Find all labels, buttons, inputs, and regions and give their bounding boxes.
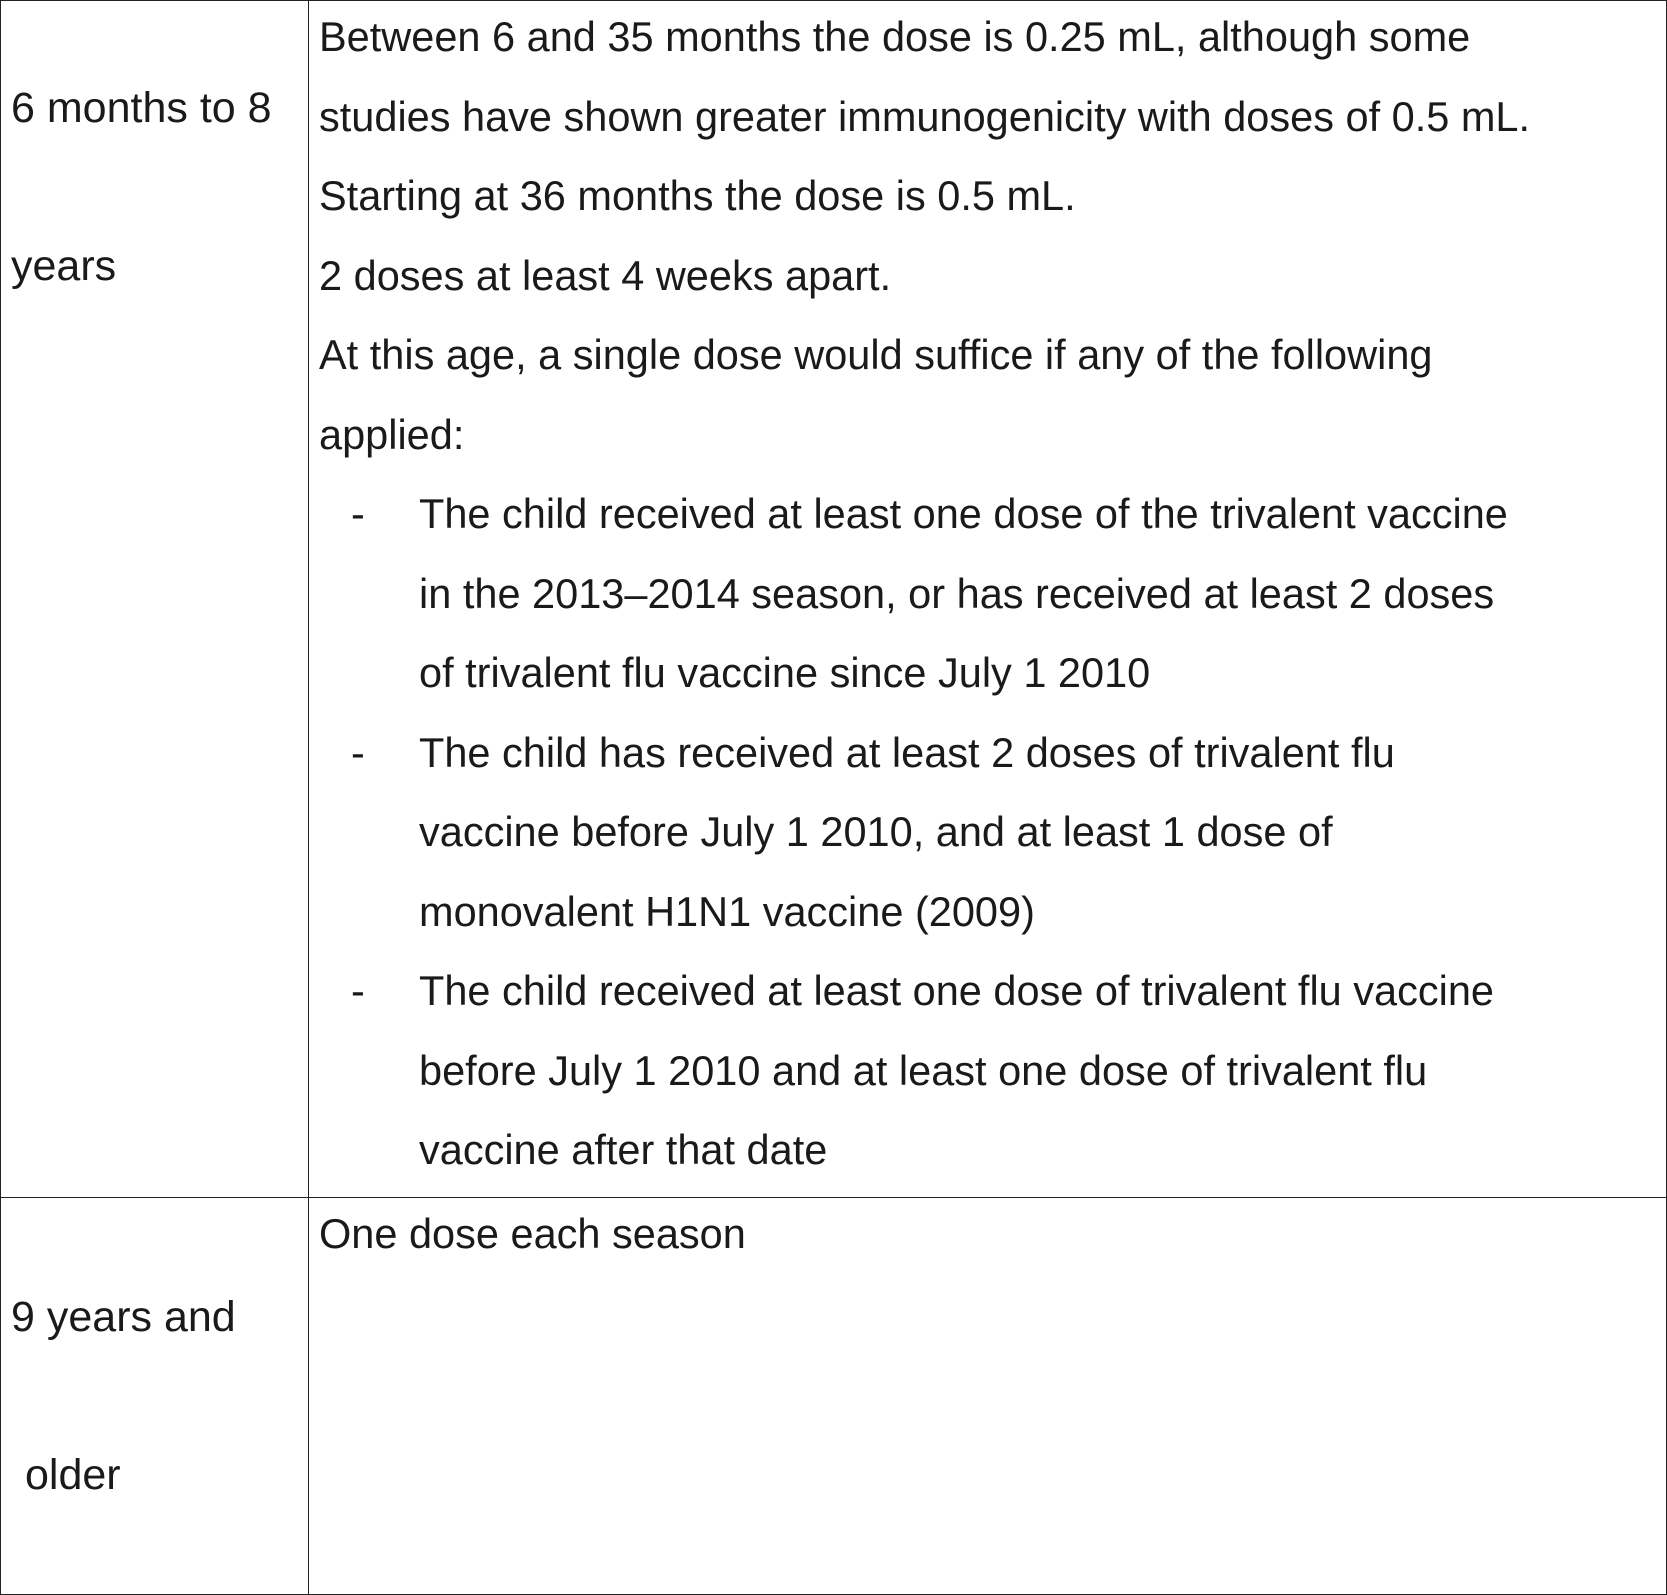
bullet-dash: - — [351, 967, 365, 1014]
recommendation-cell — [309, 1, 1667, 1198]
recommendation-line: 2 doses at least 4 weeks apart. — [319, 251, 892, 299]
table-row — [1, 1198, 1667, 1595]
table-row — [1, 1, 1667, 1198]
age-group-cell — [1, 1, 309, 1198]
recommendation-line: studies have shown greater immunogenicity with doses of 0.5 mL. — [319, 92, 1531, 140]
recommendation-line: applied: — [319, 410, 465, 458]
recommendation-line: Between 6 and 35 months the dose is 0.25 mL, although some — [319, 13, 1471, 60]
list-item — [319, 474, 1666, 713]
list-item-line: in the 2013–2014 season, or has received at least 2 doses — [419, 569, 1495, 617]
age-group-line: years — [11, 242, 117, 290]
list-item-line: of trivalent flu vaccine since July 1 2010 — [419, 649, 1151, 696]
recommendation-cell — [309, 1198, 1667, 1595]
age-group-cell — [1, 1198, 309, 1595]
list-item-line: The child received at least one dose of the trivalent vaccine — [419, 490, 1508, 537]
age-group-line: 9 years and — [11, 1293, 236, 1341]
recommendation-line: One dose each season — [319, 1210, 746, 1257]
bullet-dash: - — [351, 490, 365, 537]
list-item-line: before July 1 2010 and at least one dose of trivalent flu — [419, 1046, 1428, 1094]
list-item — [319, 951, 1666, 1190]
age-group-line: 6 months to 8 — [11, 84, 272, 132]
list-item-line: vaccine after that date — [419, 1126, 828, 1173]
age-group-line: older — [25, 1451, 121, 1499]
recommendation-line: Starting at 36 months the dose is 0.5 mL. — [319, 172, 1076, 219]
list-item-line: The child has received at least 2 doses of trivalent flu — [419, 728, 1395, 776]
list-item — [319, 713, 1666, 952]
list-item-line: The child received at least one dose of trivalent flu vaccine — [419, 967, 1494, 1014]
list-item-line: vaccine before July 1 2010, and at least 1 dose of — [419, 808, 1333, 855]
bullet-dash: - — [351, 728, 365, 776]
list-item-line: monovalent H1N1 vaccine (2009) — [419, 887, 1035, 935]
recommendation-line: At this age, a single dose would suffice if any of the following — [319, 331, 1433, 378]
